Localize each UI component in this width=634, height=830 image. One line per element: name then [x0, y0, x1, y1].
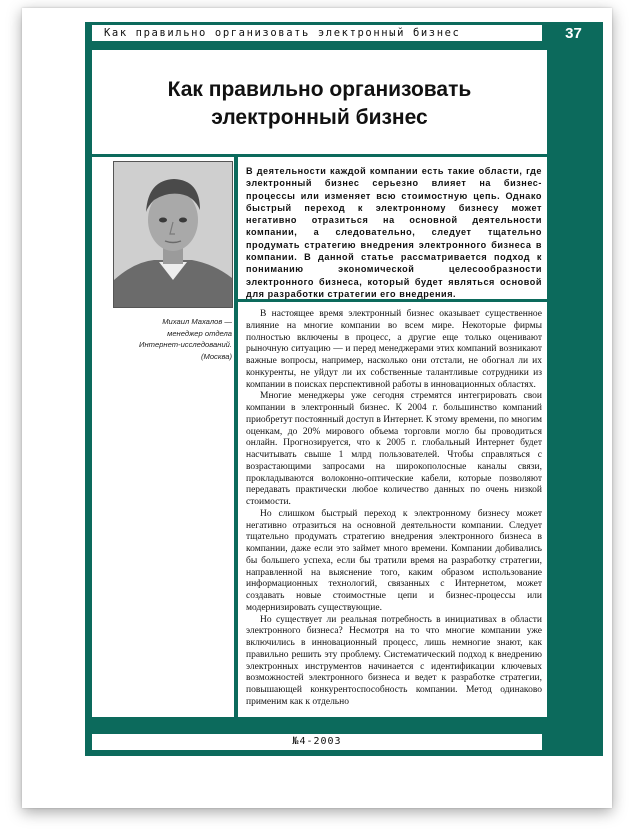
body-paragraph-4: Но существует ли реальная потребность в инициативах в области электронного бизнеса? Несмотря на то что многие компании уже включились в инновационный процесс, лишь немногие знают, как правильно решить эту проблему. Систематический подход к внедрению электронных инструментов начинается с идентификации ключевых возможностей электронного бизнеса и ведет к разработке стратегии, повышающей конкурентоспособность компании. Метод одинаково применим как к отдельно — [246, 614, 542, 707]
article-lead: В деятельности каждой компании есть такие области, где электронный бизнес серьезно влияет на бизнес-процессы или изменяет всю стоимостную цепь. Однако быстрый переход к электронному бизнесу может негативно отразиться на основной деятельности компании, а следовательно, следует тщательно продумать стратегию внедрения электронного бизнеса в компании. В данной статье рассматривается подход к пониманию экономической целесообразности электронного бизнеса, который будет являться основой для разработки стратегии его внедрения. — [246, 166, 542, 299]
caption-line-4: (Москва) — [200, 351, 232, 361]
page-number: 37 — [565, 25, 582, 42]
article-title — [92, 76, 547, 132]
running-header: Как правильно организовать электронный бизнес — [92, 25, 542, 41]
article-title-line1: Как правильно организовать — [167, 78, 472, 101]
title-box — [92, 50, 547, 154]
body-paragraph-2: Многие менеджеры уже сегодня стремятся интегрировать свои компании в электронный бизнес. К 2004 г. большинство компаний приобретут постоянный доступ в Интернет. К этому времени, по многим оценкам, до 20% мирового объема торговли могло бы проводиться онлайн. Прогнозируется, что к 2005 г. глобальный Интернет будет насчитывать свыше 1 млрд пользователей. Чтобы справляться с возрастающими запросами на широкополосные каналы связи, прокладываются волоконно-оптические кабели, которые позволяют передавать практически любое количество данных по очень низкой стоимости. — [246, 391, 542, 507]
issue-footer: №4-2003 — [92, 734, 542, 750]
caption-line-2: менеджер отдела — [167, 328, 232, 338]
author-portrait-image — [114, 162, 232, 307]
article-title-line2: электронный бизнес — [211, 106, 428, 129]
author-caption — [128, 316, 232, 362]
side-strip-top — [551, 50, 601, 154]
side-strip — [551, 157, 601, 717]
body-paragraph-3: Но слишком быстрый переход к электронному бизнесу может негативно отразиться на основной деятельности компании. Следует тщательно продумать стратегию внедрения электронного бизнеса в компании, даже если это займет много времени. Компании добивались бы большего успеха, если бы тратили время на разработку стратегии, направленной на выяснение того, каким образом использование информационных технологий, связанных с Интернетом, может создавать новые стоимостные цепи и бизнес-процессы или модернизировать существующие. — [246, 508, 542, 613]
caption-line-1: Михаил Махалов — — [162, 317, 232, 326]
caption-line-3: Интернет-исследований. — [139, 340, 232, 349]
author-photo — [113, 161, 233, 308]
article-body — [246, 309, 542, 709]
body-paragraph-1: В настоящее время электронный бизнес оказывает существенное влияние на многие компании во всем мире. Некоторые фирмы полностью включены в процесс, а другие еще только оценивают рыночную ситуацию — и перед менеджерами этих компаний возникают важные вопросы, например, насколько они отстали, не обогнал ли их конкуренты, не уйдут ли их собственные талантливые сотрудники из компании в поисках перспективной работы в инновационных областях. — [246, 309, 542, 390]
